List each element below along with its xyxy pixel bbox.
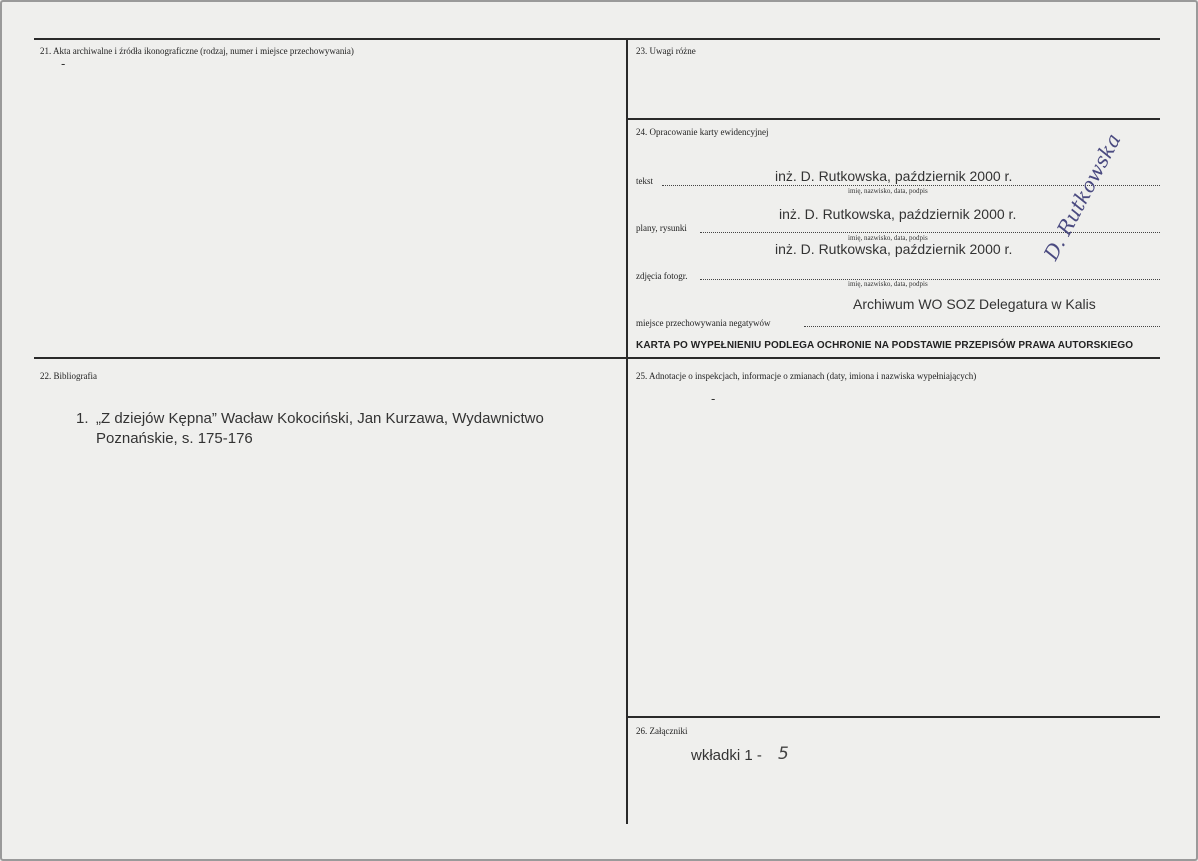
rule-23-24 [626, 118, 1160, 120]
row-zdjecia-caption: imię, nazwisko, data, podpis [848, 280, 928, 288]
section-26-value: wkładki 1 - [691, 747, 762, 764]
row-plany-value: inż. D. Rutkowska, październik 2000 r. [779, 206, 1017, 222]
row-zdjecia-line [700, 279, 1160, 280]
bibliography-item [76, 409, 616, 453]
row-miejsce-label: miejsce przechowywania negatywów [636, 318, 771, 328]
row-miejsce-line [804, 326, 1160, 327]
section-26-label: 26. Załączniki [636, 726, 688, 736]
section-22-label: 22. Bibliografia [40, 371, 97, 381]
row-tekst-caption: imię, nazwisko, data, podpis [848, 187, 928, 195]
row-tekst-label: tekst [636, 176, 653, 186]
section-21-label: 21. Akta archiwalne i źródła ikonograficzne (rodzaj, numer i miejsce przechowywania) [40, 46, 354, 56]
top-rule [34, 38, 1160, 40]
rule-25-26 [626, 716, 1160, 718]
middle-rule [34, 357, 1160, 359]
section-25-value: - [711, 391, 716, 406]
row-plany-caption: imię, nazwisko, data, podpis [848, 234, 928, 242]
section-26-handwritten-number: 5 [778, 744, 789, 764]
section-21-value: - [61, 56, 66, 71]
bibliography-item-text: „Z dziejów Kępna” Wacław Kokociński, Jan Kurzawa, Wydawnictwo Poznańskie, s. 175-176 [96, 410, 544, 447]
section-23-label: 23. Uwagi różne [636, 46, 696, 56]
section-25-label: 25. Adnotacje o inspekcjach, informacje o zmianach (daty, imiona i nazwiska wypełniających) [636, 371, 977, 381]
handwritten-signature: D. Rutkowska [1038, 129, 1126, 264]
row-zdjecia-value: inż. D. Rutkowska, październik 2000 r. [775, 241, 1013, 257]
row-plany-label: plany, rysunki [636, 223, 687, 233]
row-tekst-value: inż. D. Rutkowska, październik 2000 r. [775, 168, 1013, 184]
row-zdjecia-label: zdjęcia fotogr. [636, 271, 688, 281]
row-miejsce-value: Archiwum WO SOZ Delegatura w Kalis [853, 296, 1096, 312]
copyright-notice: KARTA PO WYPEŁNIENIU PODLEGA OCHRONIE NA PODSTAWIE PRZEPISÓW PRAWA AUTORSKIEGO [636, 340, 1134, 351]
row-plany-line [700, 232, 1160, 233]
section-24-label: 24. Opracowanie karty ewidencyjnej [636, 127, 769, 137]
bibliography-item-number: 1. [76, 410, 89, 427]
center-divider [626, 38, 628, 824]
